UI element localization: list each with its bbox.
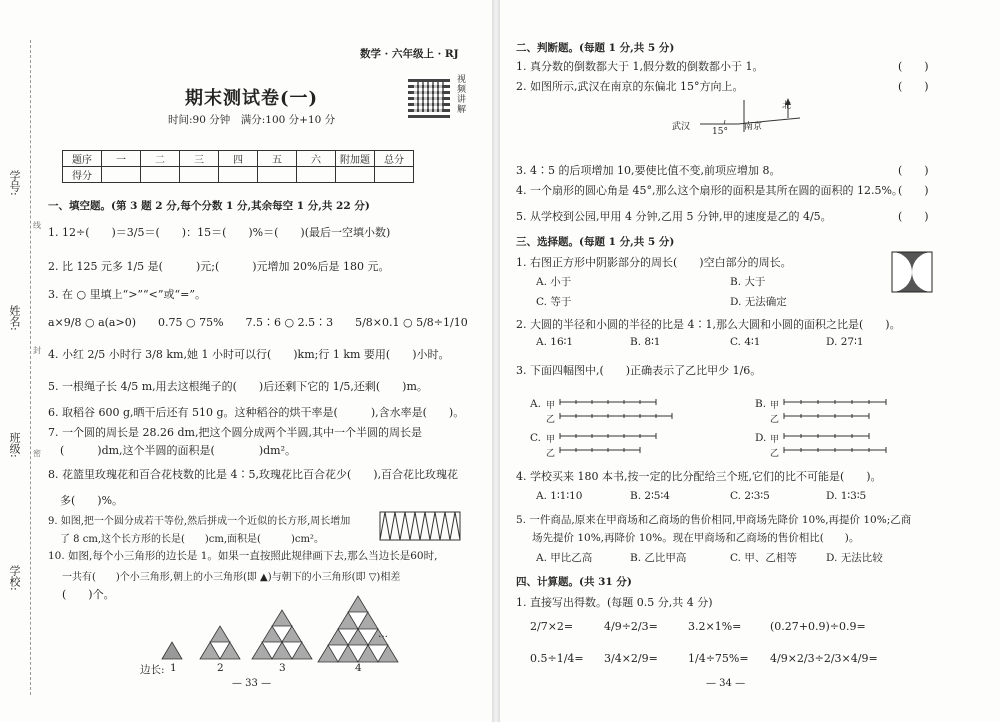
question-7: 7. 一个圆的周长是 28.26 dm,把这个圆分成两个半圆,其中一个半圆的周长是	[48, 426, 422, 439]
video-label: 视频讲解	[455, 74, 465, 114]
choice-2-option[interactable]: C. 4∶1	[730, 336, 761, 348]
choice-1-option[interactable]: C. 等于	[536, 296, 572, 308]
choice-5-option[interactable]: D. 无法比较	[826, 552, 883, 564]
question-5: 5. 一根绳子长 4/5 m,用去这根绳子的( )后还剩下它的 1/5,还剩( )m。	[48, 380, 428, 393]
score-header: 题序	[63, 151, 102, 167]
bar-label-jia: 甲	[546, 435, 556, 445]
choice-4-option[interactable]: C. 2∶3∶5	[730, 490, 770, 502]
question-8: 8. 花篮里玫瑰花和百合花枝数的比是 4∶5,玫瑰花比百合花少( ),百合花比玫瑰花	[48, 468, 459, 481]
choice-4: 4. 学校买来 180 本书,按一定的比分配给三个班,它们的比不可能是( )。	[516, 470, 882, 483]
question-9-cont: 了 8 cm,这个长方形的长是( )cm,面积是( )cm²。	[60, 534, 324, 545]
question-10-cont: 一共有( )个小三角形,朝上的小三角形(即 ▲)与朝下的小三角形(即 ▽)相差	[62, 572, 401, 583]
page-number: — 33 —	[232, 678, 272, 689]
judge-2: 2. 如图所示,武汉在南京的东偏北 15°方向上。	[516, 80, 744, 93]
section-1-heading: 一、填空题。(第 3 题 2 分,每个分数 1 分,其余每空 1 分,共 22 分)	[48, 200, 370, 212]
triangle-size-2	[200, 626, 240, 659]
score-header: 三	[180, 151, 219, 167]
triangle-caption: 边长:	[140, 664, 165, 676]
map-angle-label: 15°	[712, 127, 728, 137]
triangle-label: 1	[170, 662, 177, 674]
choice-5-option[interactable]: B. 乙比甲高	[630, 552, 687, 564]
calc-item: 3/4×2/9=	[604, 652, 658, 665]
judge-3: 3. 4∶5 的后项增加 10,要使比值不变,前项应增加 8。	[516, 164, 781, 177]
bar-label-jia: 甲	[770, 435, 780, 445]
score-table	[62, 150, 414, 183]
score-header: 六	[297, 151, 336, 167]
exam-subtitle: 时间:90 分钟 满分:100 分+10 分	[168, 114, 336, 126]
question-10: 10. 如图,每个小三角形的边长是 1。如果一直按照此规律画下去,那么当边长是60时,	[48, 550, 438, 562]
map-label-north: 北	[782, 101, 792, 111]
choice-2: 2. 大圆的半径和小圆的半径的比是 4∶1,那么大圆和小圆的面积之比是( )。	[516, 318, 901, 331]
choice-5: 5. 一件商品,原来在甲商场和乙商场的售价相同,甲商场先降价 10%,再提价 10%;乙商	[516, 514, 912, 526]
choice-1-option[interactable]: A. 小于	[536, 276, 572, 288]
choice-2-option[interactable]: D. 27∶1	[826, 336, 864, 348]
cut-mark-secret: 密	[33, 449, 41, 458]
choice-5-option[interactable]: A. 甲比乙高	[536, 552, 593, 564]
score-cell[interactable]	[219, 167, 258, 183]
side-label-name: 姓名:	[8, 305, 21, 331]
judge-answer-paren[interactable]: ( )	[898, 60, 929, 73]
bar-diagram-b	[784, 398, 904, 458]
triangle-label: 3	[279, 662, 286, 674]
cut-mark-line: 线	[33, 221, 41, 230]
question-3: 3. 在 ○ 里填上“>”“<”或“=”。	[48, 288, 206, 301]
binding-line	[30, 40, 31, 695]
judge-answer-paren[interactable]: ( )	[898, 210, 929, 223]
choice-2-option[interactable]: A. 16∶1	[536, 336, 574, 348]
bar-diagram-a	[560, 398, 680, 458]
section-3-heading: 三、选择题。(每题 1 分,共 5 分)	[516, 236, 675, 248]
map-label-nanjing: 南京	[744, 122, 763, 132]
score-cell[interactable]	[297, 167, 336, 183]
judge-5: 5. 从学校到公园,甲用 4 分钟,乙用 5 分钟,甲的速度是乙的 4/5。	[516, 210, 832, 223]
score-header: 一	[102, 151, 141, 167]
left-page	[0, 0, 492, 722]
choice-5-option[interactable]: C. 甲、乙相等	[730, 552, 797, 564]
score-row-label: 得分	[63, 167, 102, 183]
question-10-end: ( )个。	[62, 588, 115, 601]
bar-label-yi: 乙	[770, 415, 780, 425]
side-label-school: 学校:	[8, 565, 21, 591]
question-8-cont: 多( )%。	[60, 494, 124, 507]
judge-answer-paren[interactable]: ( )	[898, 80, 929, 93]
bar-label-yi: 乙	[770, 449, 780, 459]
cut-mark-seal: 封	[33, 346, 41, 355]
calc-item: 2/7×2=	[530, 620, 574, 633]
page-title: 期末测试卷(一)	[185, 88, 319, 109]
circle-rearranged-figure	[380, 508, 462, 544]
calc-item: (0.27+0.9)÷0.9=	[770, 620, 866, 633]
choice-4-option[interactable]: A. 1∶1∶10	[536, 490, 583, 502]
score-header: 四	[219, 151, 258, 167]
score-header: 五	[258, 151, 297, 167]
choice-3-option[interactable]: B.	[755, 398, 767, 410]
question-4: 4. 小红 2/5 小时行 3/8 km,她 1 小时可以行( )km;行 1 km 要用( )小时。	[48, 348, 450, 361]
choice-3-option[interactable]: C.	[530, 432, 541, 444]
score-cell[interactable]	[336, 167, 375, 183]
judge-4: 4. 一个扇形的圆心角是 45°,那么这个扇形的面积是其所在圆的面积的 12.5%。	[516, 184, 903, 197]
bar-label-yi: 乙	[546, 415, 556, 425]
choice-3-option[interactable]: D.	[755, 432, 767, 444]
bar-label-jia: 甲	[546, 401, 556, 411]
judge-answer-paren[interactable]: ( )	[898, 184, 929, 197]
side-label-id: 学号:	[8, 170, 21, 196]
score-cell[interactable]	[375, 167, 414, 183]
calc-item: 3.2×1%=	[688, 620, 742, 633]
question-9: 9. 如图,把一个圆分成若干等份,然后拼成一个近似的长方形,周长增加	[48, 516, 351, 527]
score-header: 附加题	[336, 151, 375, 167]
choice-5-cont: 场先提价 10%,再降价 10%。现在甲商场和乙商场的售价相比( )。	[532, 532, 860, 544]
choice-3: 3. 下面四幅图中,( )正确表示了乙比甲少 1/6。	[516, 364, 762, 377]
calc-item: 0.5÷1/4=	[530, 652, 584, 665]
question-7-cont: ( )dm,这个半圆的面积是( )dm²。	[60, 444, 297, 457]
question-2: 2. 比 125 元多 1/5 是( )元;( )元增加 20%后是 180 元。	[48, 260, 390, 273]
score-header: 总分	[375, 151, 414, 167]
qr-code-icon[interactable]	[408, 76, 450, 118]
choice-1-option[interactable]: B. 大于	[730, 276, 766, 288]
score-cell[interactable]	[258, 167, 297, 183]
choice-3-option[interactable]: A.	[530, 398, 541, 410]
choice-1: 1. 右图正方形中阴影部分的周长( )空白部分的周长。	[516, 256, 792, 269]
section-4-heading: 四、计算题。(共 31 分)	[516, 576, 632, 588]
shaded-square-figure	[892, 252, 934, 294]
right-page	[500, 0, 1000, 722]
choice-4-option[interactable]: B. 2∶5∶4	[630, 490, 670, 502]
question-3-items: a×9/8 ○ a(a>0) 0.75 ○ 75% 7.5∶6 ○ 2.5∶3 5/8×0.1 ○ 5/8÷1/10	[48, 316, 468, 329]
judge-1: 1. 真分数的倒数都大于 1,假分数的倒数都小于 1。	[516, 60, 764, 73]
bar-label-jia: 甲	[770, 401, 780, 411]
triangle-size-1	[162, 642, 182, 659]
score-cell[interactable]	[180, 167, 219, 183]
score-header: 二	[141, 151, 180, 167]
calc-intro: 1. 直接写出得数。(每题 0.5 分,共 4 分)	[516, 596, 713, 609]
choice-1-option[interactable]: D. 无法确定	[730, 296, 787, 308]
section-2-heading: 二、判断题。(每题 1 分,共 5 分)	[516, 42, 675, 54]
pattern-ellipsis: ...	[378, 628, 389, 640]
question-1: 1. 12÷( )＝3/5＝( )：15＝( )%＝( )(最后一空填小数)	[48, 226, 391, 239]
map-label-wuhan: 武汉	[672, 122, 691, 132]
calc-item: 4/9×2/3÷2/3×4/9=	[770, 652, 878, 665]
bar-label-yi: 乙	[546, 449, 556, 459]
score-cell[interactable]	[102, 167, 141, 183]
question-6: 6. 取稻谷 600 g,晒干后还有 510 g。这种稻谷的烘干率是( ),含水率是( )。	[48, 406, 465, 419]
choice-2-option[interactable]: B. 8∶1	[630, 336, 661, 348]
judge-answer-paren[interactable]: ( )	[898, 164, 929, 177]
triangle-label: 4	[355, 662, 362, 674]
triangle-label: 2	[217, 662, 224, 674]
book-gutter	[492, 0, 500, 722]
page-number: — 34 —	[706, 678, 746, 689]
calc-item: 1/4÷75%=	[688, 652, 749, 665]
score-cell[interactable]	[141, 167, 180, 183]
side-label-class: 班级:	[8, 432, 21, 458]
header-subject: 数学 · 六年级上 · RJ	[360, 48, 459, 60]
calc-item: 4/9÷2/3=	[604, 620, 658, 633]
choice-4-option[interactable]: D. 1∶3∶5	[826, 490, 867, 502]
triangle-size-3	[252, 610, 312, 659]
